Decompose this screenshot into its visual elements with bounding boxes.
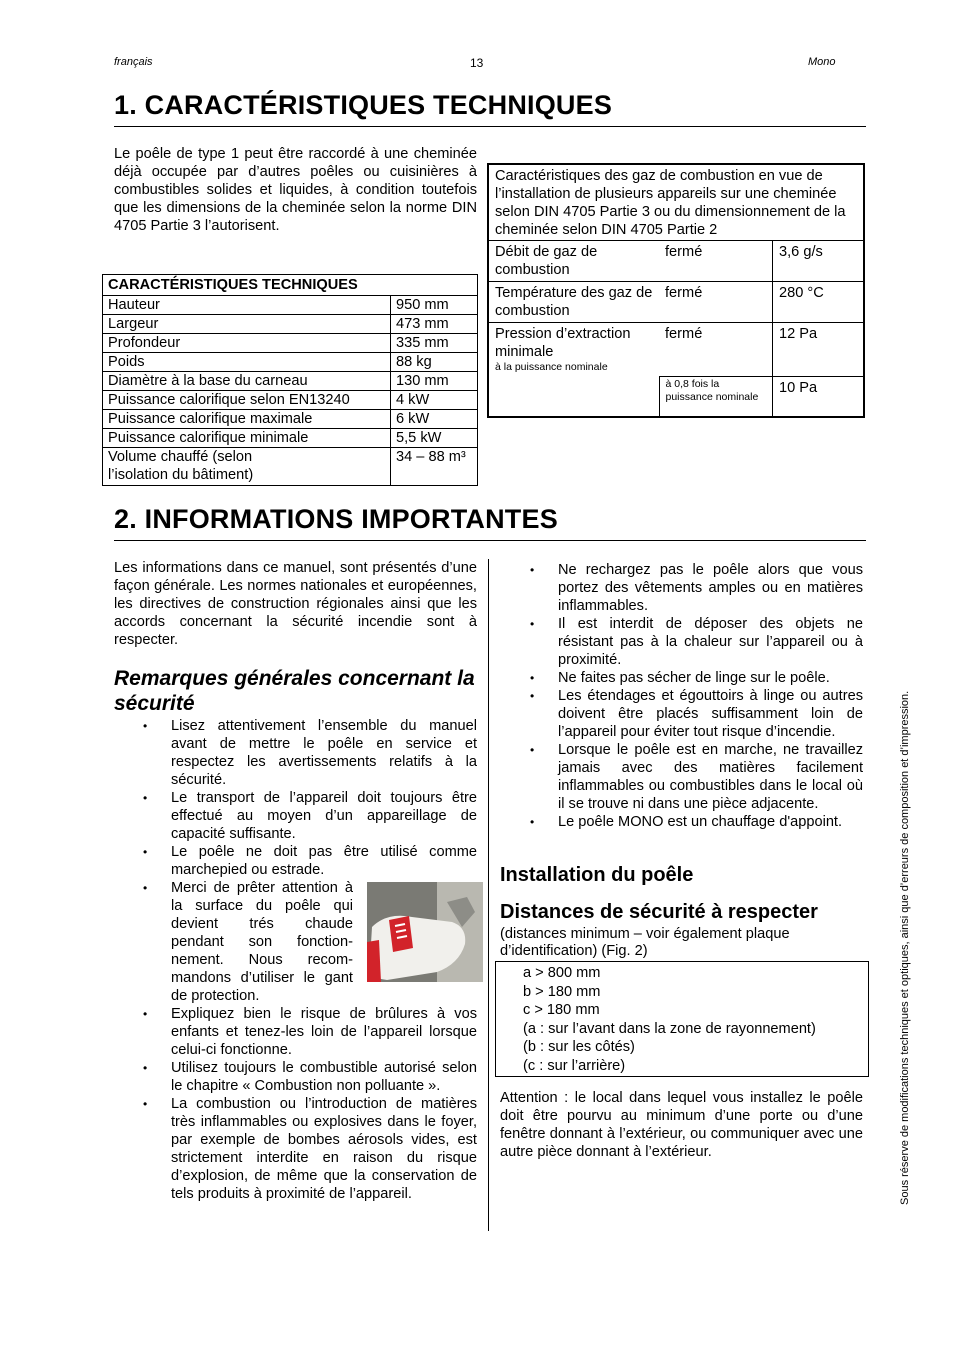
- section1-title: 1. CARACTÉRISTIQUES TECHNIQUES: [114, 90, 613, 120]
- bullet-icon: •: [530, 563, 535, 577]
- specs-row: Puissance calorifique minimale 5,5 kW: [103, 429, 478, 448]
- distance-b-note: (b : sur les côtés): [523, 1039, 635, 1056]
- flue-gas-caption: Caractéristiques des gaz de combustion en vue de l’installation de plusieurs appareils sur une cheminée selon DIN 4705 Partie 3 ou du dimensionnement de la cheminée selon DIN 4705 Partie 2: [488, 164, 864, 241]
- list-item: • Lisez attentivement l’ensemble du manuel avant de mettre le poêle en service et respectez les avertissements relatifs à la sécurité.: [143, 718, 477, 788]
- flue-gas-table: [487, 163, 865, 418]
- list-item: • Expliquez bien le risque de brûlures à vos enfants et tenez-les loin de l’appareil lorsque celui-ci fonctionne.: [143, 1006, 477, 1058]
- list-item: • Lorsque le poêle est en marche, ne travaillez jamais avec des matières facilement inflammables ou combustibles dans le local où il se trouve ni dans une pièce adjacente.: [530, 742, 863, 812]
- flue-gas-row: Débit de gaz de combustion fermé 3,6 g/s: [488, 241, 864, 282]
- header-model: Mono: [808, 56, 836, 68]
- flue-gas-row: à 0,8 fois la puissance nominale 10 Pa: [488, 376, 864, 417]
- distance-b: b > 180 mm: [523, 983, 601, 1000]
- distance-a: a > 800 mm: [523, 965, 601, 981]
- list-item: • Ne faites pas sécher de linge sur le poêle.: [530, 670, 830, 686]
- list-item: • Il est interdit de déposer des objets ne résistant pas à la chaleur sur l’appareil ou à proximité.: [530, 616, 863, 668]
- distances-note: (distances minimum – voir également plaque d’identification) (Fig. 2): [500, 926, 790, 959]
- flue-gas-row: Pression d’extraction minimale à la puissance nominale fermé 12 Pa: [488, 323, 864, 377]
- section2-rule: [114, 540, 866, 541]
- safety-title: Remarques générales concernant la sécurité: [114, 667, 475, 715]
- distance-a-note: (a : sur l’avant dans la zone de rayonnement): [523, 1020, 816, 1037]
- specs-row: Profondeur 335 mm: [103, 334, 478, 353]
- list-item: • Le transport de l’appareil doit toujours être effectué au moyen d’un appareillage de capacité suffisante.: [143, 790, 477, 842]
- section2-intro: Les informations dans ce manuel, sont présentés d’une façon générale. Les normes nationales et européennes, les directives de construction régionales ainsi que les accords concernant la sécurité incendie sont à respecter.: [114, 560, 477, 648]
- bullet-icon: •: [143, 845, 148, 859]
- distances-title: Distances de sécurité à respecter: [500, 901, 818, 923]
- specs-header: CARACTÉRISTIQUES TECHNIQUES: [103, 275, 478, 296]
- bullet-icon: •: [530, 743, 535, 757]
- safety-list-left: [143, 717, 477, 1203]
- list-item: • La combustion ou l’introduction de matières très inflammables ou explosives dans le foyer, par exemple de bombes aérosols vides, est strictement interdite en raison du risque d’explosion, de même que la conservation de tels produits à proximité de l’appareil.: [143, 1096, 477, 1202]
- section1-intro: Le poêle de type 1 peut être raccordé à une cheminée déjà occupée par d’autres poêles ou cuisinières à combustibles solides et liquides, à condition toutefois que les dimensions de la cheminée selon la norme DIN 4705 Partie 3 l’autorisent.: [114, 146, 477, 234]
- bullet-icon: •: [143, 1007, 148, 1021]
- distances-box: [495, 961, 869, 1077]
- list-item: • Les étendages et égouttoirs à linge ou autres doivent être placés suffisamment loin de l’appareil pour éviter tout risque d’incendie.: [530, 688, 863, 740]
- page-number: 13: [470, 56, 484, 70]
- bullet-icon: •: [143, 719, 148, 733]
- list-item: • Le poêle ne doit pas être utilisé comme marchepied ou estrade.: [143, 844, 477, 878]
- column-divider: [488, 559, 489, 1231]
- flue-gas-row: Température des gaz de combustion fermé 280 °C: [488, 282, 864, 323]
- specs-row-volume: Volume chauffé (selon l’isolation du bâtiment) 34 – 88 m³: [103, 448, 478, 486]
- specs-row: Largeur 473 mm: [103, 315, 478, 334]
- list-item: • Merci de prêter attention à la surface du poêle qui devient trés chaude pendant son fonction-nement. Nous recom-mandons d’utiliser le gant de protection.: [143, 880, 353, 1004]
- bullet-icon: •: [143, 791, 148, 805]
- section2-title: 2. INFORMATIONS IMPORTANTES: [114, 504, 558, 534]
- specs-row: Poids 88 kg: [103, 353, 478, 372]
- distance-c: c > 180 mm: [523, 1002, 600, 1019]
- side-note: Sous réserve de modifications techniques et optiques, ainsi que d’erreurs de composition et d’impression.: [899, 690, 911, 1205]
- install-title: Installation du poêle: [500, 864, 694, 886]
- bullet-icon: •: [143, 1097, 148, 1111]
- bullet-icon: •: [143, 1061, 148, 1075]
- attention-text: Attention : le local dans lequel vous installez le poêle doit être pourvu au minimum d’une porte ou d’une fenêtre donnant à l’extérieur, ou communiquer avec une autre pièce donnant à l’extérieur.: [500, 1090, 863, 1160]
- specs-table: [102, 274, 478, 486]
- specs-row: Hauteur 950 mm: [103, 296, 478, 315]
- bullet-icon: •: [530, 689, 535, 703]
- bullet-icon: •: [530, 617, 535, 631]
- specs-row: Puissance calorifique selon EN13240 4 kW: [103, 391, 478, 410]
- section1-rule: [114, 126, 866, 127]
- flue-gas-note: à la puissance nominale: [495, 361, 608, 373]
- header-language: français: [114, 56, 153, 68]
- list-item: • Ne rechargez pas le poêle alors que vous portez des vêtements amples ou en matières inflammables.: [530, 562, 863, 614]
- list-item: • Utilisez toujours le combustible autorisé selon le chapitre « Combustion non polluante ».: [143, 1060, 477, 1094]
- specs-row: Puissance calorifique maximale 6 kW: [103, 410, 478, 429]
- bullet-icon: •: [530, 671, 535, 685]
- list-item: • Le poêle MONO est un chauffage d'appoint.: [530, 814, 843, 830]
- bullet-icon: •: [143, 881, 148, 895]
- distance-c-note: (c : sur l’arrière): [523, 1057, 626, 1074]
- specs-row: Diamètre à la base du carneau 130 mm: [103, 372, 478, 391]
- bullet-icon: •: [530, 815, 535, 829]
- safety-list-right: [530, 561, 863, 831]
